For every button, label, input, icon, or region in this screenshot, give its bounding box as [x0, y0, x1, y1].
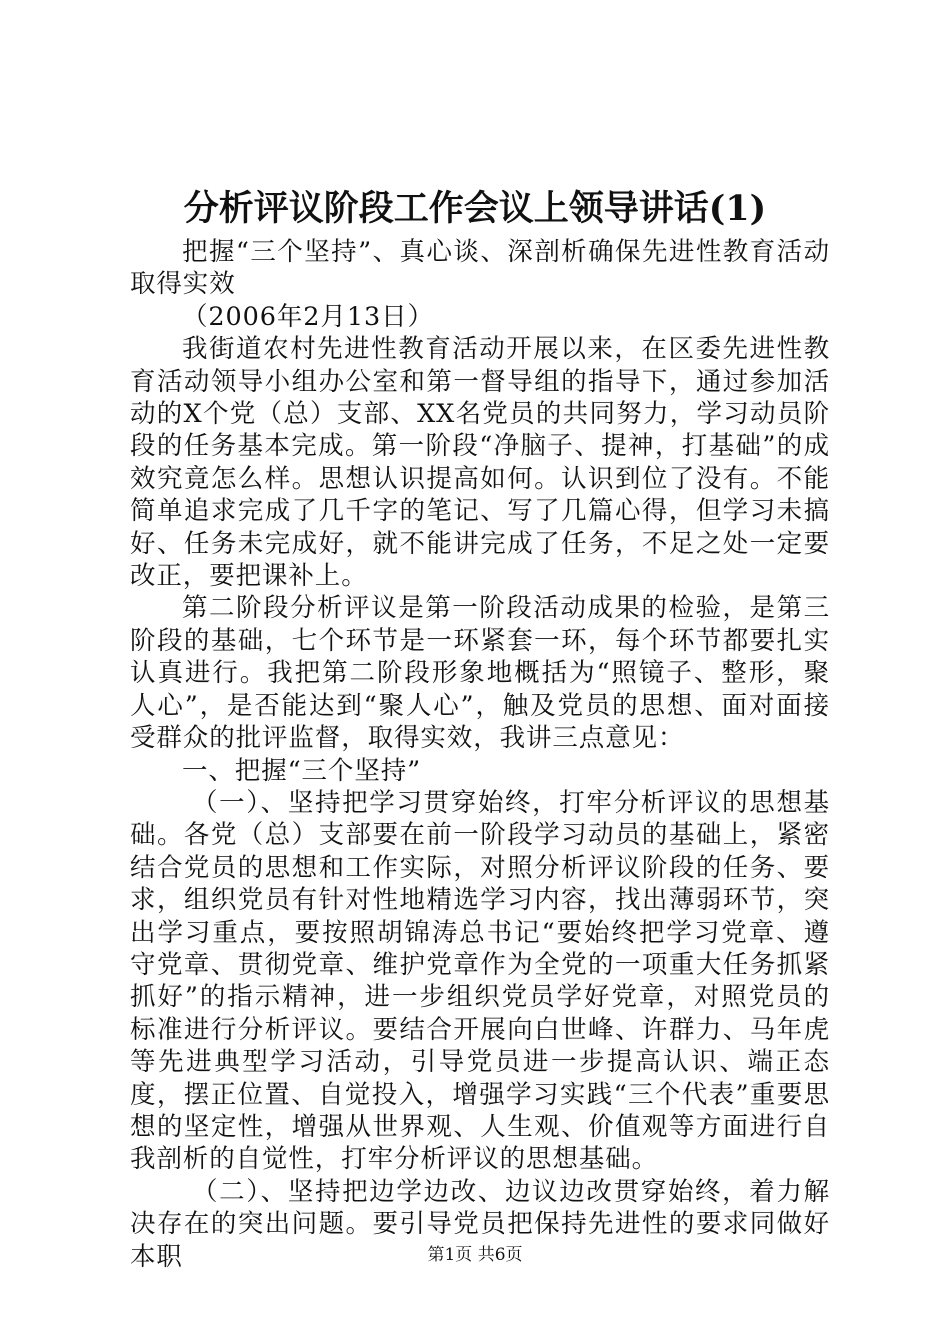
section-heading-one: 一、把握“三个坚持” [182, 755, 422, 786]
paragraph-date: （2006年2月13日） [182, 301, 434, 332]
paragraph-second-stage: 第二阶段分析评议是第一阶段活动成果的检验，是第三阶段的基础，七个环节是一环紧套一环，每个环节都要扎实认真进行。我把第二阶段形象地概括为“照镜子、整形，聚人心”，是否能达到“聚人心”，触及党员的思想、面对面接受群众的批评监督，取得实效，我讲三点意见： [130, 593, 830, 754]
paragraph-point-two: （二）、坚持把边学边改、边议边改贯穿始终，着力解决存在的突出问题。要引导党员把保持先进性的要求同做好本职 [130, 1176, 830, 1272]
paragraph-subtitle: 把握“三个坚持”、真心谈、深剖析确保先进性教育活动取得实效 [130, 237, 830, 300]
paragraph-intro: 我街道农村先进性教育活动开展以来，在区委先进性教育活动领导小组办公室和第一督导组的指导下，通过参加活动的X个党（总）支部、XX名党员的共同努力，学习动员阶段的任务基本完成。第一阶段“净脑子、提神，打基础”的成效究竟怎么样。思想认识提高如何。认识到位了没有。不能简单追求完成了几千字的笔记、写了几篇心得，但学习未搞好、任务未完成好，就不能讲完成了任务，不足之处一定要改正，要把课补上。 [130, 334, 830, 592]
page-footer: 第1页 共6页 [427, 1245, 523, 1265]
document-title: 分析评议阶段工作会议上领导讲话(1) [183, 188, 767, 229]
document-body [130, 236, 830, 1273]
paragraph-point-one: （一）、坚持把学习贯穿始终，打牢分析评议的思想基础。各党（总）支部要在前一阶段学习动员的基础上，紧密结合党员的思想和工作实际，对照分析评议阶段的任务、要求，组织党员有针对性地精选学习内容，找出薄弱环节，突出学习重点，要按照胡锦涛总书记“要始终把学习党章、遵守党章、贯彻党章、维护党章作为全党的一项重大任务抓紧抓好”的指示精神，进一步组织党员学好党章，对照党员的标准进行分析评议。要结合开展向白世峰、许群力、马年虎等先进典型学习活动，引导党员进一步提高认识、端正态度，摆正位置、自觉投入，增强学习实践“三个代表”重要思想的坚定性，增强从世界观、人生观、价值观等方面进行自我剖析的自觉性，打牢分析评议的思想基础。 [130, 787, 830, 1175]
